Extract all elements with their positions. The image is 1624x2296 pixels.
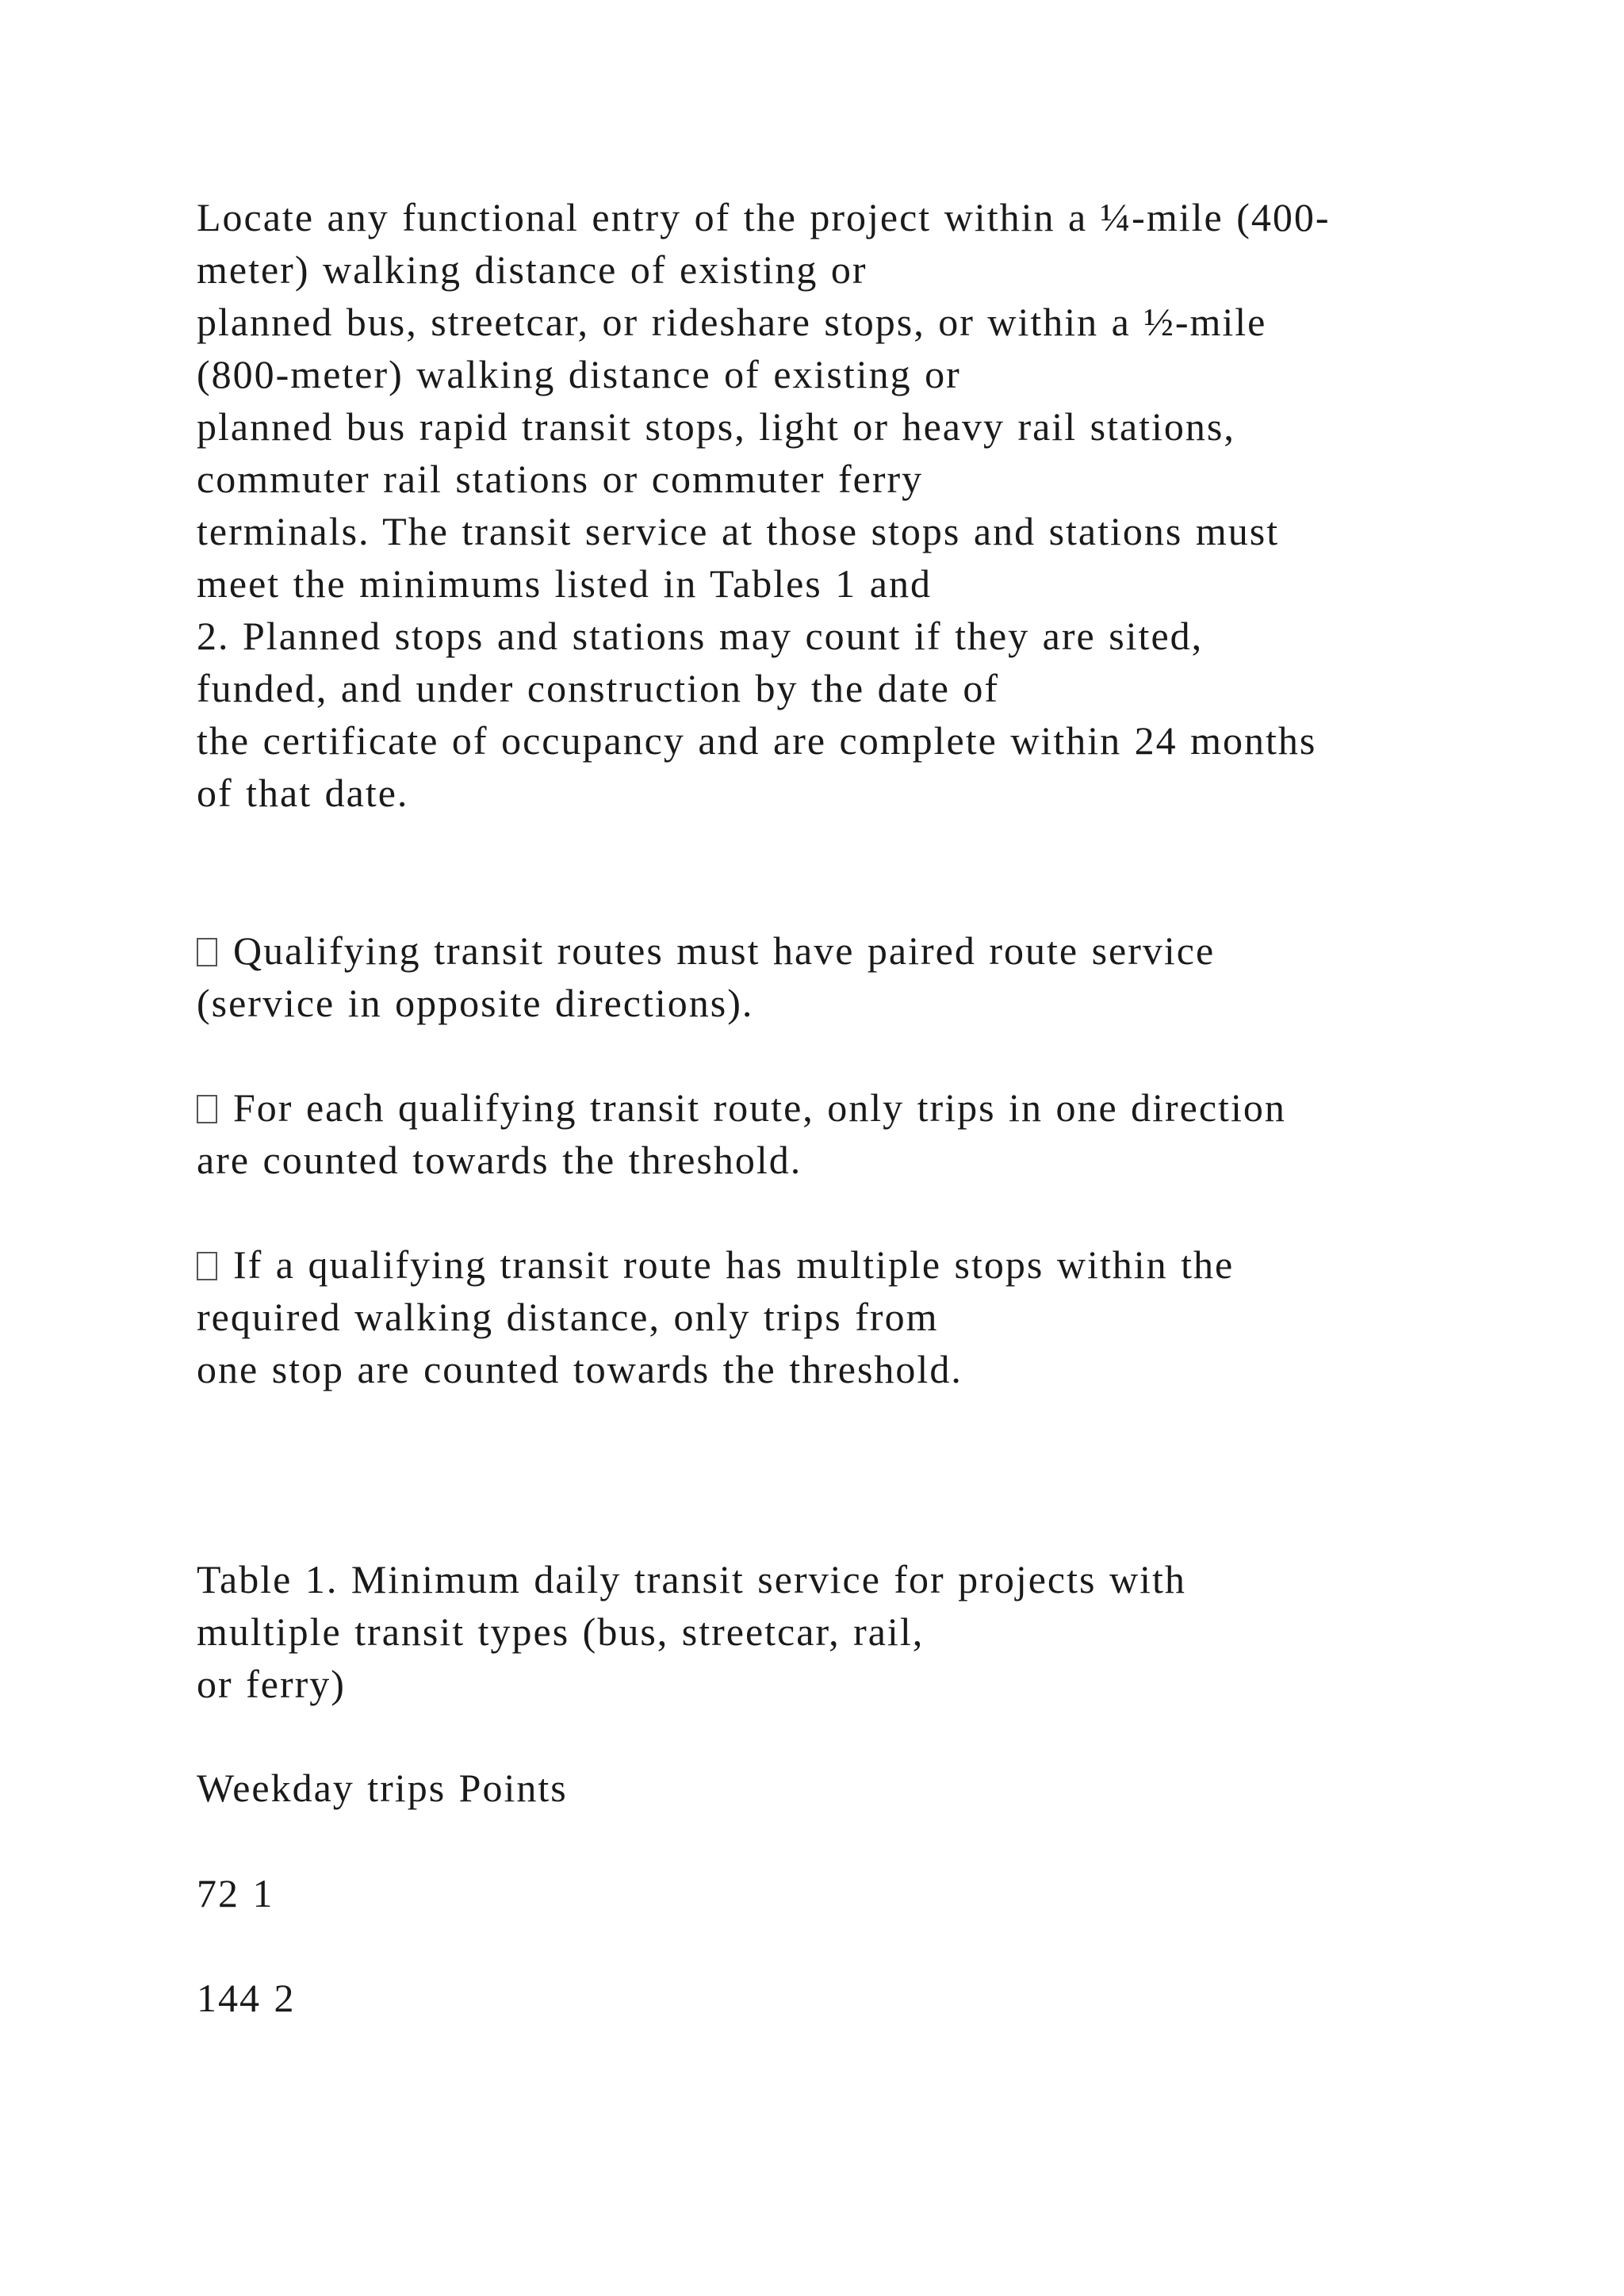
bullet-line (197, 1238, 1545, 1291)
bullet-one-direction (197, 1081, 1545, 1186)
intro-line: Locate any functional entry of the project within a ¼-mile (400- (197, 195, 1331, 239)
table-row-line: 72 1 (197, 1871, 274, 1915)
missing-glyph-box-icon (197, 1095, 217, 1123)
bullet-line: are counted towards the threshold. (197, 1138, 802, 1182)
bullet-paired-route-service (197, 924, 1545, 1029)
intro-line: commuter rail stations or commuter ferry (197, 457, 924, 501)
intro-line: funded, and under construction by the date of (197, 666, 1000, 710)
bullet-line: one stop are counted towards the threshold. (197, 1347, 963, 1391)
bullet-text: If a qualifying transit route has multiple stops within the (233, 1242, 1235, 1287)
bullet-line (197, 1081, 1545, 1134)
intro-line: planned bus, streetcar, or rideshare stops, or within a ½-mile (197, 300, 1267, 344)
bullet-text: For each qualifying transit route, only trips in one direction (233, 1085, 1286, 1130)
caption-line: or ferry) (197, 1662, 346, 1706)
bullet-line: required walking distance, only trips from (197, 1295, 939, 1339)
intro-line: (800-meter) walking distance of existing or (197, 352, 961, 396)
intro-line: of that date. (197, 771, 409, 815)
missing-glyph-box-icon (197, 1252, 217, 1280)
table-row-line: 144 2 (197, 1976, 296, 2020)
intro-line: 2. Planned stops and stations may count if they are sited, (197, 614, 1204, 658)
bullet-one-stop (197, 1238, 1545, 1395)
caption-line: Table 1. Minimum daily transit service for projects with (197, 1557, 1186, 1601)
intro-line: meter) walking distance of existing or (197, 247, 868, 292)
intro-paragraph (197, 191, 1545, 819)
intro-line: terminals. The transit service at those stops and stations must (197, 509, 1280, 553)
intro-line: planned bus rapid transit stops, light or heavy rail stations, (197, 404, 1235, 449)
table1-caption (197, 1553, 1545, 1710)
caption-line: multiple transit types (bus, streetcar, rail, (197, 1609, 925, 1654)
bullet-text: Qualifying transit routes must have paired route service (233, 928, 1216, 973)
intro-line: the certificate of occupancy and are complete within 24 months (197, 718, 1317, 763)
bullet-line (197, 924, 1545, 977)
table1-row (197, 1972, 1545, 2024)
table1-row (197, 1867, 1545, 1919)
missing-glyph-box-icon (197, 938, 217, 966)
intro-line: meet the minimums listed in Tables 1 and (197, 561, 932, 606)
bullet-line: (service in opposite directions). (197, 981, 754, 1025)
table1-header (197, 1762, 1545, 1814)
table-header-line: Weekday trips Points (197, 1766, 568, 1810)
